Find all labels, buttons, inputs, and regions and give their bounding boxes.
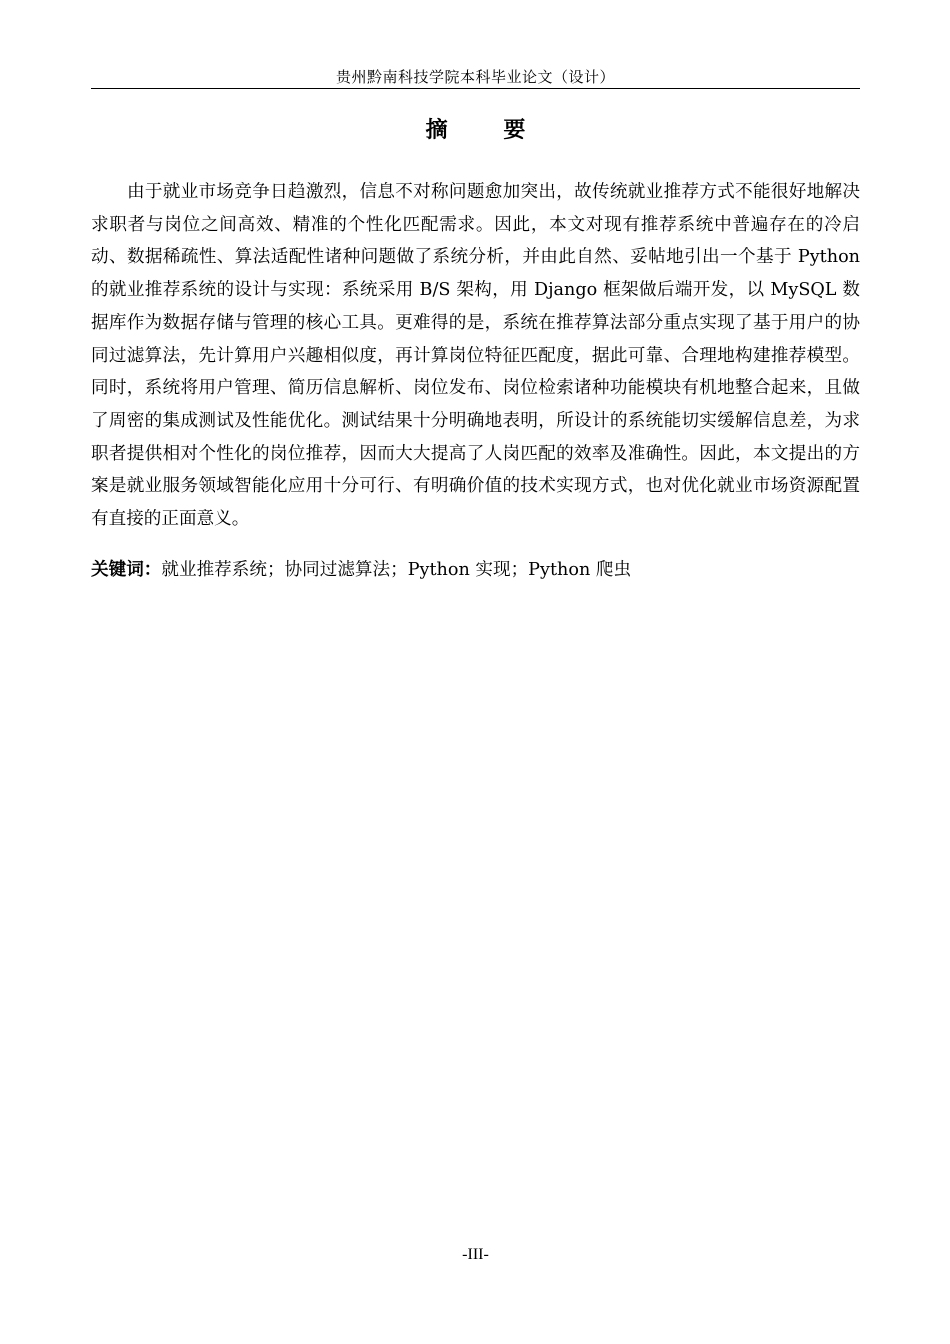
header-divider xyxy=(91,88,860,89)
abstract-title: 摘 要 xyxy=(425,118,550,143)
abstract-body: 由于就业市场竞争日趋激烈，信息不对称问题愈加突出，故传统就业推荐方式不能很好地解决求职者与岗位之间高效、精准的个性化匹配需求。因此，本文对现有推荐系统中普遍存在的冷启动、数据稀疏性、算法适配性诸种问题做了系统分析，并由此自然、妥帖地引出一个基于 Python 的就业推荐系统的设计与实现：系统采用 B/S 架构，用 Django 框架做后端开发，以 MySQL 数据库作为数据存储与管理的核心工具。更难得的是，系统在推荐算法部分重点实现了基于用户的协同过滤算法，先计算用户兴趣相似度，再计算岗位特征匹配度，据此可靠、合理地构建推荐模型。同时，系统将用户管理、简历信息解析、岗位发布、岗位检索诸种功能模块有机地整合起来，且做了周密的集成测试及性能优化。测试结果十分明确地表明，所设计的系统能切实缓解信息差，为求职者提供相对个性化的岗位推荐，因而大大提高了人岗匹配的效率及准确性。因此，本文提出的方案是就业服务领域智能化应用十分可行、有明确价值的技术实现方式，也对优化就业市场资源配置有直接的正面意义。 xyxy=(91,182,860,530)
keywords-label: 关键词： xyxy=(91,560,162,580)
keywords-line xyxy=(91,555,860,585)
running-header: 贵州黔南科技学院本科毕业论文（设计） xyxy=(335,68,615,86)
keywords-list: 就业推荐系统；协同过滤算法；Python 实现；Python 爬虫 xyxy=(161,560,632,580)
page-number: -III- xyxy=(462,1246,489,1263)
